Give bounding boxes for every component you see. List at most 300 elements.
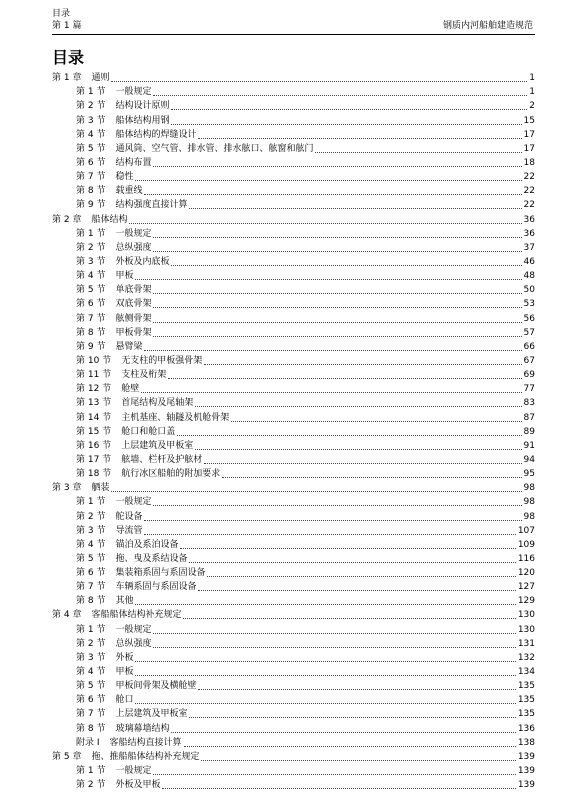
toc-section-entry[interactable] bbox=[52, 537, 535, 551]
toc-entry-number: 第 7 节 bbox=[76, 709, 106, 720]
toc-dot-leader bbox=[189, 207, 521, 209]
toc-entry-label bbox=[52, 610, 181, 621]
toc-entry-number: 第 11 节 bbox=[76, 370, 112, 381]
toc-page-number: 36 bbox=[523, 228, 535, 239]
toc-section-entry[interactable] bbox=[52, 183, 535, 197]
toc-entry-number: 第 1 节 bbox=[76, 624, 106, 635]
toc-entry-number: 附录 I bbox=[76, 737, 100, 748]
toc-entry-label bbox=[76, 625, 151, 636]
toc-entry-title: 外板 bbox=[115, 652, 134, 663]
toc-chapter-entry[interactable] bbox=[52, 480, 535, 494]
toc-entry-title: 舱口 bbox=[115, 695, 134, 706]
toc-section-entry[interactable] bbox=[52, 720, 535, 734]
toc-page-number: 131 bbox=[517, 638, 535, 649]
toc-section-entry[interactable] bbox=[52, 268, 535, 282]
toc-page-number: 95 bbox=[523, 469, 535, 480]
toc-entry-number: 第 8 节 bbox=[76, 327, 106, 338]
toc-entry-title: 悬臂梁 bbox=[115, 341, 143, 352]
toc-section-entry[interactable] bbox=[52, 367, 535, 381]
toc-section-entry[interactable] bbox=[52, 112, 535, 126]
header-section-label: 目录 bbox=[52, 9, 71, 19]
toc-page-number: 2 bbox=[529, 101, 535, 112]
toc-dot-leader bbox=[171, 108, 527, 110]
toc-entry-number: 第 15 节 bbox=[76, 426, 112, 437]
toc-entry-title: 结构设计原则 bbox=[115, 101, 170, 112]
toc-entry-label bbox=[76, 200, 187, 211]
toc-entry-number: 第 4 节 bbox=[76, 539, 106, 550]
toc-section-entry[interactable] bbox=[52, 395, 535, 409]
toc-dot-leader bbox=[135, 702, 515, 704]
toc-entry-number: 第 5 节 bbox=[76, 285, 106, 296]
toc-page-number: 69 bbox=[523, 370, 535, 381]
toc-heading: 目录 bbox=[52, 48, 85, 67]
toc-page-number: 22 bbox=[523, 200, 535, 211]
header-rule bbox=[52, 34, 535, 35]
toc-page-number: 98 bbox=[523, 483, 535, 494]
toc-dot-leader bbox=[201, 759, 515, 761]
toc-entry-title: 客船结构直接计算 bbox=[109, 737, 182, 748]
toc-dot-leader bbox=[189, 716, 515, 718]
toc-section-entry[interactable] bbox=[52, 452, 535, 466]
toc-entry-title: 无支柱的甲板强骨架 bbox=[121, 355, 203, 366]
toc-dot-leader bbox=[198, 688, 515, 690]
toc-entry-title: 甲板 bbox=[115, 667, 134, 678]
toc-section-entry[interactable] bbox=[52, 98, 535, 112]
toc-page-number: 17 bbox=[523, 143, 535, 154]
toc-page-number: 130 bbox=[517, 610, 535, 621]
toc-entry-label bbox=[76, 596, 133, 607]
toc-entry-title: 锚泊及系泊设备 bbox=[115, 539, 179, 550]
toc-entry-title: 支柱及桁架 bbox=[121, 370, 167, 381]
toc-entry-number: 第 3 节 bbox=[76, 525, 106, 536]
toc-entry-number: 第 9 节 bbox=[76, 200, 106, 211]
toc-entry-title: 单底骨架 bbox=[115, 285, 152, 296]
toc-entry-label bbox=[76, 681, 196, 692]
toc-section-entry[interactable] bbox=[52, 523, 535, 537]
toc-entry-title: 一般规定 bbox=[115, 87, 152, 98]
toc-page-number: 36 bbox=[523, 214, 535, 225]
toc-entry-label bbox=[52, 215, 127, 226]
toc-entry-number: 第 7 节 bbox=[76, 172, 106, 183]
toc-entry-label bbox=[76, 724, 169, 735]
toc-entry-label bbox=[52, 73, 109, 84]
toc-dot-leader bbox=[135, 603, 515, 605]
toc-entry-number: 第 1 节 bbox=[76, 766, 106, 777]
toc-dot-leader bbox=[168, 377, 521, 379]
toc-entry-number: 第 3 节 bbox=[76, 652, 106, 663]
toc-dot-leader bbox=[183, 617, 515, 619]
toc-section-entry[interactable] bbox=[52, 664, 535, 678]
toc-entry-title: 甲板骨架 bbox=[115, 327, 152, 338]
toc-page-number: 135 bbox=[517, 681, 535, 692]
toc-entry-label bbox=[76, 172, 133, 183]
toc-section-entry[interactable] bbox=[52, 579, 535, 593]
toc-page-number: 135 bbox=[517, 695, 535, 706]
toc-section-entry[interactable] bbox=[52, 621, 535, 635]
toc-entry-label bbox=[76, 130, 196, 141]
toc-entry-label bbox=[76, 526, 142, 537]
toc-page-number: 46 bbox=[523, 256, 535, 267]
toc-dot-leader bbox=[153, 165, 521, 167]
toc-entry-label bbox=[76, 639, 151, 650]
toc-entry-number: 第 12 节 bbox=[76, 384, 112, 395]
toc-page-number: 91 bbox=[523, 440, 535, 451]
toc-dot-leader bbox=[195, 405, 521, 407]
toc-section-entry[interactable] bbox=[52, 636, 535, 650]
toc-entry-number: 第 2 节 bbox=[76, 780, 106, 791]
toc-dot-leader bbox=[144, 533, 515, 535]
toc-entry-title: 总纵强度 bbox=[115, 638, 152, 649]
toc-dot-leader bbox=[144, 349, 521, 351]
toc-entry-title: 外板及内底板 bbox=[115, 256, 170, 267]
toc-dot-leader bbox=[153, 773, 515, 775]
toc-entry-title: 导流管 bbox=[115, 525, 143, 536]
toc-dot-leader bbox=[153, 335, 521, 337]
toc-page-number: 136 bbox=[517, 723, 535, 734]
toc-entry-number: 第 9 节 bbox=[76, 341, 106, 352]
toc-entry-label bbox=[76, 116, 169, 127]
toc-entry-title: 舱壁 bbox=[121, 384, 140, 395]
toc-entry-number: 第 6 节 bbox=[76, 299, 106, 310]
toc-entry-number: 第 14 节 bbox=[76, 412, 112, 423]
toc-entry-label bbox=[76, 144, 313, 155]
toc-entry-title: 通则 bbox=[91, 73, 110, 84]
toc-entry-number: 第 6 节 bbox=[76, 568, 106, 579]
toc-entry-title: 上层建筑及甲板室 bbox=[121, 440, 194, 451]
toc-page-number: 109 bbox=[517, 539, 535, 550]
toc-section-entry[interactable] bbox=[52, 735, 535, 749]
toc-entry-title: 舷墙、栏杆及护舷材 bbox=[121, 454, 203, 465]
toc-dot-leader bbox=[162, 787, 515, 789]
toc-section-entry[interactable] bbox=[52, 593, 535, 607]
toc-entry-number: 第 4 章 bbox=[52, 610, 82, 621]
toc-entry-title: 一般规定 bbox=[115, 766, 152, 777]
toc-page-number: 89 bbox=[523, 426, 535, 437]
toc-entry-label bbox=[76, 314, 151, 325]
toc-dot-leader bbox=[222, 476, 521, 478]
toc-section-entry[interactable] bbox=[52, 296, 535, 310]
toc-entry-label bbox=[76, 398, 193, 409]
toc-section-entry[interactable] bbox=[52, 381, 535, 395]
toc-entry-title: 首尾结构及尾轴架 bbox=[121, 398, 194, 409]
toc-page-number: 57 bbox=[523, 327, 535, 338]
toc-entry-number: 第 7 节 bbox=[76, 582, 106, 593]
toc-page-number: 22 bbox=[523, 186, 535, 197]
toc-section-entry[interactable] bbox=[52, 565, 535, 579]
toc-entry-number: 第 7 节 bbox=[76, 313, 106, 324]
toc-section-entry[interactable] bbox=[52, 650, 535, 664]
toc-page-number: 56 bbox=[523, 313, 535, 324]
toc-page-number: 132 bbox=[517, 652, 535, 663]
toc-dot-leader bbox=[135, 660, 515, 662]
toc-page-number: 139 bbox=[517, 751, 535, 762]
toc-entry-label bbox=[76, 243, 151, 254]
toc-chapter-entry[interactable] bbox=[52, 607, 535, 621]
toc-dot-leader bbox=[111, 80, 527, 82]
toc-entry-label bbox=[76, 229, 151, 240]
toc-entry-title: 舵设备 bbox=[115, 511, 143, 522]
toc-section-entry[interactable] bbox=[52, 240, 535, 254]
toc-entry-number: 第 8 节 bbox=[76, 186, 106, 197]
toc-section-entry[interactable] bbox=[52, 282, 535, 296]
toc-dot-leader bbox=[135, 674, 515, 676]
toc-entry-label bbox=[76, 667, 133, 678]
toc-entry-number: 第 2 节 bbox=[76, 101, 106, 112]
toc-entry-label bbox=[76, 512, 142, 523]
toc-section-entry[interactable] bbox=[52, 706, 535, 720]
toc-chapter-entry[interactable] bbox=[52, 70, 535, 84]
toc-page-number: 87 bbox=[523, 412, 535, 423]
toc-page-number: 77 bbox=[523, 384, 535, 395]
toc-section-entry[interactable] bbox=[52, 226, 535, 240]
toc-entry-label bbox=[76, 709, 187, 720]
toc-dot-leader bbox=[153, 646, 515, 648]
toc-dot-leader bbox=[141, 391, 521, 393]
toc-entry-label bbox=[76, 455, 202, 466]
toc-dot-leader bbox=[231, 420, 521, 422]
toc-entry-label bbox=[76, 554, 187, 565]
toc-entry-title: 双底骨架 bbox=[115, 299, 152, 310]
toc-section-entry[interactable] bbox=[52, 325, 535, 339]
toc-entry-title: 载重线 bbox=[115, 186, 143, 197]
toc-entry-title: 客船船体结构补充规定 bbox=[91, 610, 182, 621]
toc-entry-label bbox=[76, 441, 193, 452]
toc-dot-leader bbox=[111, 490, 521, 492]
toc-dot-leader bbox=[204, 462, 521, 464]
toc-entry-number: 第 3 节 bbox=[76, 115, 106, 126]
toc-dot-leader bbox=[198, 589, 515, 591]
toc-dot-leader bbox=[171, 123, 521, 125]
toc-entry-title: 船体结构 bbox=[91, 214, 128, 225]
toc-entry-title: 总纵强度 bbox=[115, 242, 152, 253]
toc-entry-label bbox=[76, 158, 151, 169]
toc-entry-title: 稳性 bbox=[115, 172, 134, 183]
toc-entry-label bbox=[76, 384, 139, 395]
toc-entry-label bbox=[76, 766, 151, 777]
toc-entry-label bbox=[76, 780, 160, 791]
toc-entry-title: 拖、推船船体结构补充规定 bbox=[91, 751, 200, 762]
toc-entry-label bbox=[76, 285, 151, 296]
toc-dot-leader bbox=[207, 575, 515, 577]
table-of-contents bbox=[52, 70, 535, 791]
toc-entry-number: 第 5 节 bbox=[76, 681, 106, 692]
toc-section-entry[interactable] bbox=[52, 763, 535, 777]
toc-dot-leader bbox=[144, 193, 521, 195]
toc-entry-number: 第 1 节 bbox=[76, 87, 106, 98]
toc-entry-title: 其他 bbox=[115, 596, 134, 607]
toc-page-number: 22 bbox=[523, 172, 535, 183]
toc-entry-title: 船体结构用钢 bbox=[115, 115, 170, 126]
toc-entry-number: 第 4 节 bbox=[76, 129, 106, 140]
toc-page-number: 107 bbox=[517, 525, 535, 536]
toc-section-entry[interactable] bbox=[52, 169, 535, 183]
toc-entry-title: 舱口和舱口盖 bbox=[121, 426, 176, 437]
toc-entry-label bbox=[76, 328, 151, 339]
toc-page-number: 127 bbox=[517, 582, 535, 593]
toc-dot-leader bbox=[153, 94, 527, 96]
toc-dot-leader bbox=[180, 547, 515, 549]
toc-entry-number: 第 1 节 bbox=[76, 228, 106, 239]
toc-section-entry[interactable] bbox=[52, 84, 535, 98]
toc-entry-number: 第 2 章 bbox=[52, 214, 82, 225]
toc-entry-number: 第 10 节 bbox=[76, 355, 112, 366]
toc-entry-title: 结构布置 bbox=[115, 157, 152, 168]
toc-entry-number: 第 4 节 bbox=[76, 271, 106, 282]
toc-dot-leader bbox=[153, 250, 521, 252]
toc-entry-label bbox=[76, 299, 151, 310]
toc-section-entry[interactable] bbox=[52, 494, 535, 508]
toc-dot-leader bbox=[184, 745, 516, 747]
toc-entry-label bbox=[76, 497, 151, 508]
toc-page-number: 134 bbox=[517, 667, 535, 678]
toc-dot-leader bbox=[204, 363, 521, 365]
toc-entry-title: 船体结构的焊缝设计 bbox=[115, 129, 197, 140]
toc-dot-leader bbox=[153, 236, 521, 238]
toc-entry-number: 第 16 节 bbox=[76, 440, 112, 451]
toc-section-entry[interactable] bbox=[52, 692, 535, 706]
toc-entry-label bbox=[76, 738, 182, 749]
toc-entry-number: 第 5 节 bbox=[76, 553, 106, 564]
toc-dot-leader bbox=[177, 434, 521, 436]
toc-entry-label bbox=[76, 540, 178, 551]
toc-section-entry[interactable] bbox=[52, 339, 535, 353]
toc-entry-number: 第 5 节 bbox=[76, 143, 106, 154]
toc-dot-leader bbox=[189, 561, 515, 563]
toc-page-number: 138 bbox=[517, 737, 535, 748]
toc-entry-label bbox=[76, 469, 220, 480]
toc-page-number: 18 bbox=[523, 157, 535, 168]
toc-entry-title: 甲板间骨架及横舱壁 bbox=[115, 681, 197, 692]
toc-section-entry[interactable] bbox=[52, 127, 535, 141]
toc-entry-title: 上层建筑及甲板室 bbox=[115, 709, 188, 720]
toc-entry-label bbox=[76, 653, 133, 664]
toc-dot-leader bbox=[315, 151, 521, 153]
toc-dot-leader bbox=[171, 731, 515, 733]
toc-entry-number: 第 18 节 bbox=[76, 469, 112, 480]
toc-entry-number: 第 4 节 bbox=[76, 667, 106, 678]
toc-page-number: 130 bbox=[517, 624, 535, 635]
toc-entry-label bbox=[76, 356, 202, 367]
toc-entry-number: 第 13 节 bbox=[76, 398, 112, 409]
toc-section-entry[interactable] bbox=[52, 409, 535, 423]
toc-dot-leader bbox=[144, 519, 521, 521]
toc-page-number: 98 bbox=[523, 497, 535, 508]
toc-entry-title: 一般规定 bbox=[115, 228, 152, 239]
toc-entry-number: 第 6 节 bbox=[76, 695, 106, 706]
toc-page-number: 120 bbox=[517, 568, 535, 579]
toc-entry-title: 外板及甲板 bbox=[115, 780, 161, 791]
toc-page-number: 116 bbox=[517, 553, 535, 564]
toc-section-entry[interactable] bbox=[52, 353, 535, 367]
toc-section-entry[interactable] bbox=[52, 155, 535, 169]
toc-entry-number: 第 3 章 bbox=[52, 483, 82, 494]
toc-page-number: 67 bbox=[523, 355, 535, 366]
toc-page-number: 1 bbox=[529, 73, 535, 84]
toc-dot-leader bbox=[153, 632, 515, 634]
toc-entry-title: 一般规定 bbox=[115, 624, 152, 635]
header-document-title: 钢质内河船舶建造规范 bbox=[442, 21, 533, 31]
toc-chapter-entry[interactable] bbox=[52, 749, 535, 763]
toc-entry-label bbox=[76, 257, 169, 268]
toc-page-number: 17 bbox=[523, 129, 535, 140]
toc-section-entry[interactable] bbox=[52, 508, 535, 522]
toc-entry-label bbox=[76, 582, 196, 593]
toc-dot-leader bbox=[129, 222, 521, 224]
toc-section-entry[interactable] bbox=[52, 438, 535, 452]
toc-entry-number: 第 2 节 bbox=[76, 242, 106, 253]
toc-dot-leader bbox=[195, 448, 521, 450]
toc-entry-label bbox=[76, 101, 169, 112]
toc-entry-number: 第 2 节 bbox=[76, 511, 106, 522]
toc-dot-leader bbox=[198, 137, 521, 139]
toc-entry-number: 第 1 节 bbox=[76, 497, 106, 508]
toc-entry-label bbox=[76, 695, 133, 706]
toc-entry-title: 结构强度直接计算 bbox=[115, 200, 188, 211]
toc-entry-title: 甲板 bbox=[115, 271, 134, 282]
toc-entry-title: 舷侧骨架 bbox=[115, 313, 152, 324]
toc-entry-label bbox=[76, 342, 142, 353]
toc-entry-label bbox=[76, 186, 142, 197]
toc-entry-label bbox=[76, 87, 151, 98]
toc-dot-leader bbox=[153, 321, 521, 323]
toc-page-number: 66 bbox=[523, 341, 535, 352]
toc-dot-leader bbox=[135, 179, 521, 181]
toc-entry-title: 一般规定 bbox=[115, 497, 152, 508]
page-header bbox=[52, 9, 535, 39]
toc-section-entry[interactable] bbox=[52, 777, 535, 791]
toc-section-entry[interactable] bbox=[52, 678, 535, 692]
toc-section-entry[interactable] bbox=[52, 197, 535, 211]
toc-entry-label bbox=[76, 370, 166, 381]
toc-page-number: 83 bbox=[523, 398, 535, 409]
toc-page-number: 139 bbox=[517, 780, 535, 791]
toc-chapter-entry[interactable] bbox=[52, 211, 535, 225]
toc-dot-leader bbox=[171, 264, 521, 266]
toc-section-entry[interactable] bbox=[52, 254, 535, 268]
toc-entry-number: 第 5 章 bbox=[52, 751, 82, 762]
toc-entry-label bbox=[76, 271, 133, 282]
toc-entry-label bbox=[52, 483, 109, 494]
toc-entry-label bbox=[76, 427, 175, 438]
toc-entry-number: 第 8 节 bbox=[76, 723, 106, 734]
toc-entry-number: 第 1 章 bbox=[52, 73, 82, 84]
toc-entry-number: 第 6 节 bbox=[76, 157, 106, 168]
toc-page-number: 50 bbox=[523, 285, 535, 296]
toc-page-number: 129 bbox=[517, 596, 535, 607]
toc-page-number: 139 bbox=[517, 766, 535, 777]
toc-entry-title: 舾装 bbox=[91, 483, 110, 494]
toc-entry-label bbox=[76, 413, 229, 424]
toc-entry-number: 第 3 节 bbox=[76, 256, 106, 267]
toc-entry-title: 航行冰区船舶的附加要求 bbox=[121, 469, 221, 480]
toc-dot-leader bbox=[153, 292, 521, 294]
toc-entry-label bbox=[76, 568, 205, 579]
toc-page-number: 1 bbox=[529, 87, 535, 98]
toc-page-number: 135 bbox=[517, 709, 535, 720]
toc-entry-title: 玻璃幕墙结构 bbox=[115, 723, 170, 734]
toc-page-number: 94 bbox=[523, 454, 535, 465]
toc-section-entry[interactable] bbox=[52, 466, 535, 480]
toc-section-entry[interactable] bbox=[52, 551, 535, 565]
toc-page-number: 48 bbox=[523, 271, 535, 282]
header-part-label: 第 1 篇 bbox=[52, 21, 82, 31]
toc-section-entry[interactable] bbox=[52, 310, 535, 324]
toc-entry-title: 集装箱系固与系固设备 bbox=[115, 568, 206, 579]
toc-dot-leader bbox=[135, 278, 521, 280]
toc-section-entry[interactable] bbox=[52, 424, 535, 438]
toc-section-entry[interactable] bbox=[52, 141, 535, 155]
toc-dot-leader bbox=[153, 504, 521, 506]
